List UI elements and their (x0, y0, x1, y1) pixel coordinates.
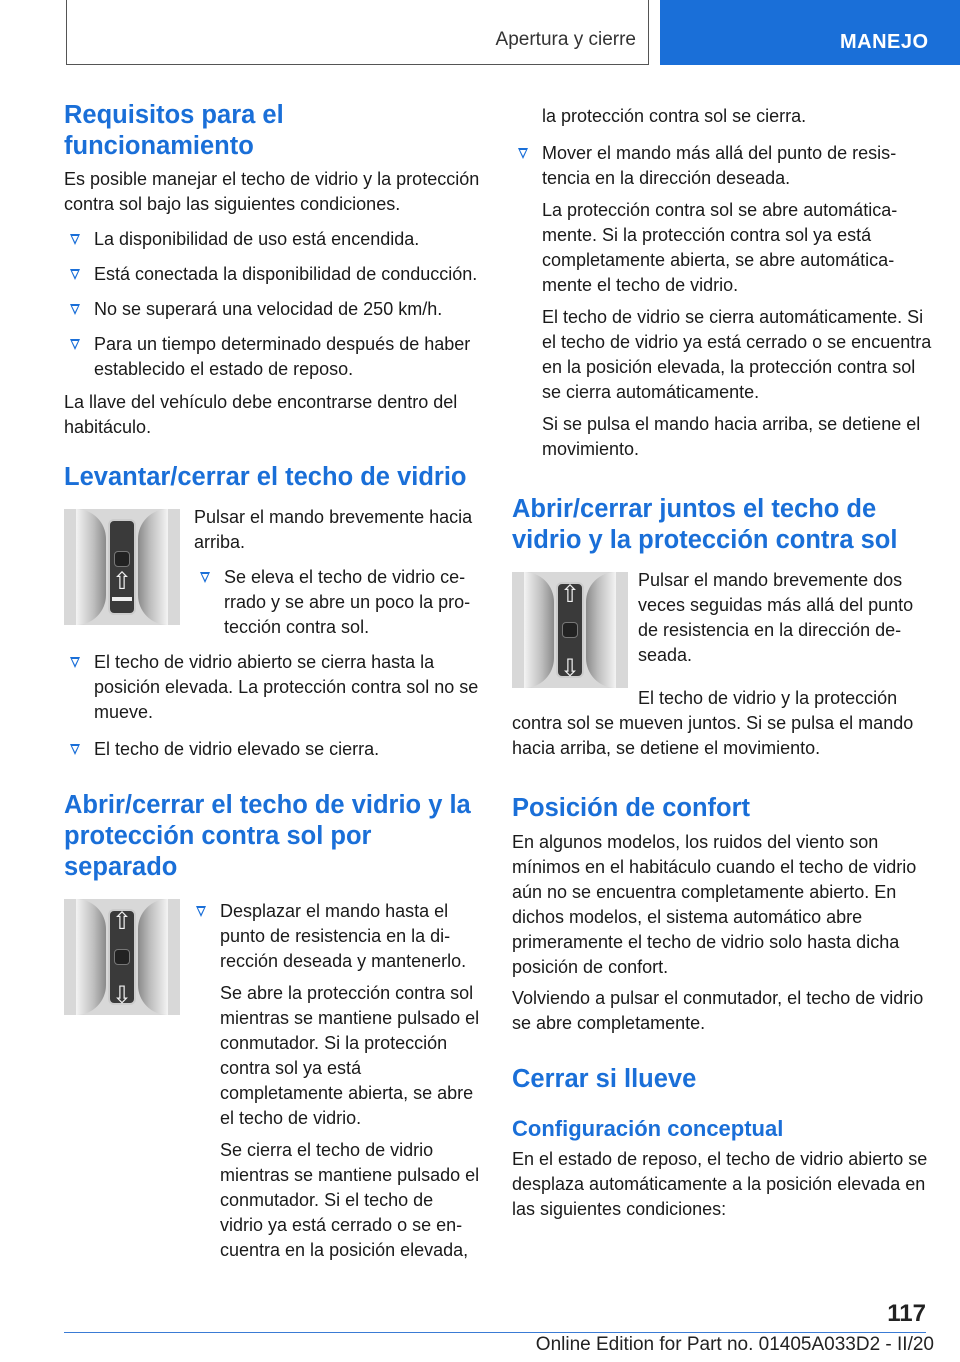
list-item: El techo de vidrio abierto se cierra hasta la posición elevada. La protección contra sol no se mueve. (64, 650, 480, 725)
paragraph: En el estado de reposo, el techo de vidrio abierto se desplaza automáticamente a la posición elevada en las siguientes condiciones: (512, 1149, 928, 1219)
triangle-bullet-icon (200, 572, 210, 583)
header-rule-bottom (66, 64, 649, 65)
page-number: 117 (887, 1300, 926, 1327)
paragraph: La protección contra sol se abre automáticamente. Si la protección contra sol ya está completamente abierta, se abre automáticamente el techo de vidrio. (542, 200, 898, 295)
triangle-bullet-icon (70, 339, 80, 350)
switch-double-image: ⇧ ⇩ (512, 572, 628, 688)
header-rule-right (648, 0, 649, 64)
header-chapter-tab: MANEJO (660, 0, 960, 65)
right-column (512, 100, 932, 1222)
section-title-requisitos: Requisitos para el funcionamiento (64, 101, 284, 160)
paragraph: Volviendo a pulsar el conmutador, el techo de vidrio se abre completamente. (512, 988, 924, 1033)
footer-rule (64, 1332, 926, 1333)
header-section-title: Apertura y cierre (495, 29, 636, 50)
triangle-bullet-icon (70, 657, 80, 668)
triangle-bullet-icon (70, 269, 80, 280)
list-item: La disponibilidad de uso está encendida. (64, 227, 480, 252)
paragraph: Es posible manejar el techo de vidrio y la protección contra sol bajo las siguientes condiciones. (64, 169, 480, 214)
left-column (64, 100, 480, 1263)
section-title-levantar: Levantar/cerrar el techo de vidrio (64, 463, 467, 491)
paragraph: La llave del vehículo debe encontrarse dentro del habitáculo. (64, 392, 458, 437)
triangle-bullet-icon (70, 744, 80, 755)
list-item: Se eleva el techo de vidrio cerrado y se abre un poco la protección contra sol. (194, 565, 480, 640)
paragraph: la protección contra sol se cierra. (542, 106, 807, 126)
list-item: Mover el mando más allá del punto de resistencia en la dirección deseada. (512, 141, 932, 191)
paragraph: El techo de vidrio se cierra automáticamente. Si el techo de vidrio ya está cerrado o se encuentra en la posición elevada, la protección contra sol se cierra automáticamente. (542, 307, 932, 402)
paragraph: Pulsar el mando brevemente dos veces seguidas más allá del punto de resistencia en la dirección deseada. (638, 570, 914, 665)
figure-row (64, 899, 480, 1263)
triangle-bullet-icon (70, 304, 80, 315)
figure-row (64, 505, 480, 640)
list-item: Desplazar el mando hasta el punto de resistencia en la dirección deseada y mantenerlo. (190, 899, 480, 974)
list-item: El techo de vidrio elevado se cierra. (64, 737, 480, 762)
paragraph: Si se pulsa el mando hacia arriba, se detiene el movimiento. (542, 414, 921, 459)
list-item: Está conectada la disponibilidad de conducción. (64, 262, 480, 287)
paragraph: Pulsar el mando brevemente hacia arriba. (194, 507, 473, 552)
section-title-llueve: Cerrar si llueve (512, 1065, 697, 1093)
triangle-bullet-icon (196, 906, 206, 917)
triangle-bullet-icon (70, 234, 80, 245)
header-rule-left (66, 0, 67, 64)
paragraph: El techo de vidrio y la protección contra sol se mueven juntos. Si se pulsa el mando hacia arriba, se detiene el movimiento. (512, 688, 914, 758)
section-title-juntos: Abrir/cerrar juntos el techo de vidrio y la protección contra sol (512, 495, 898, 554)
paragraph: Se abre la protección contra sol mientras se mantiene pulsado el conmutador. Si la protección contra sol ya está completamente abierta, se abre el techo de vidrio. (220, 983, 480, 1128)
list-item: No se superará una velocidad de 250 km/h. (64, 297, 480, 322)
list-item: Para un tiempo determinado después de haber establecido el estado de reposo. (64, 332, 480, 382)
subsection-title: Configuración conceptual (512, 1116, 784, 1141)
figure-row (512, 568, 932, 684)
paragraph: En algunos modelos, los ruidos del viento son mínimos en el habitáculo cuando el techo de vidrio aún no se encuentra completamente abierto. En dichos modelos, el sistema automático abre primeramente el techo de vidrio solo hasta dicha posición de confort. (512, 832, 917, 977)
switch-updown-image: ⇧ ⇩ (64, 899, 180, 1015)
triangle-bullet-icon (518, 148, 528, 159)
section-title-confort: Posición de confort (512, 794, 751, 822)
switch-up-image: ⇧ (64, 509, 180, 625)
footer-edition: Online Edition for Part no. 01405A033D2 - II/20 (535, 1334, 934, 1355)
section-title-separado: Abrir/cerrar el techo de vidrio y la protección contra sol por separado (64, 791, 471, 881)
paragraph: Se cierra el techo de vidrio mientras se mantiene pulsado el conmutador. Si el techo de vidrio ya está cerrado o se encuentra en la posición elevada, (220, 1140, 480, 1260)
